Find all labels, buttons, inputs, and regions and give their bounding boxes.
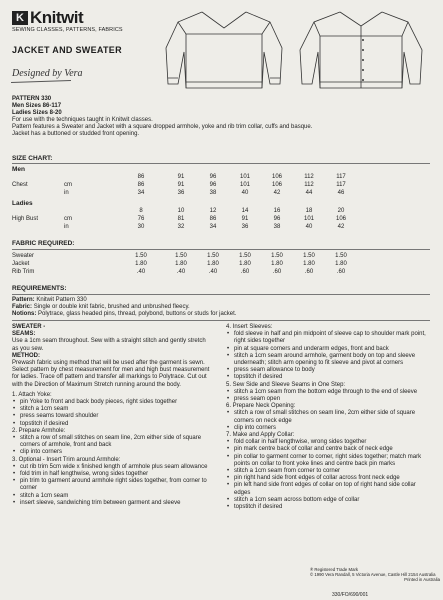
divider <box>12 294 430 295</box>
table-cell: 96 <box>273 216 281 222</box>
req-fabric-label: Fabric: <box>12 304 33 310</box>
footer-legal <box>310 567 440 582</box>
table-cell: 117 <box>336 182 346 188</box>
sweater-sketch <box>158 4 290 90</box>
table-cell: 40 <box>305 224 313 230</box>
divider <box>12 249 430 250</box>
unit-in: in <box>64 190 69 196</box>
list-item: • fold collar in half lengthwise, wrong sides together <box>226 439 432 446</box>
fabric-row-sweater <box>12 253 432 261</box>
trademark-note: ® Registered Trade Mark <box>310 567 359 572</box>
table-cell: 96 <box>209 174 217 180</box>
table-cell: 42 <box>273 190 281 196</box>
fabric-row-rib-trim <box>12 269 432 277</box>
table-cell: 91 <box>177 182 185 188</box>
table-cell: 117 <box>336 174 346 180</box>
list-item: • clip into corners <box>226 425 432 432</box>
list-item: • topstitch if desired <box>226 374 432 381</box>
step-3-list <box>12 464 212 507</box>
table-cell: 1.50 <box>335 253 347 259</box>
table-cell: 46 <box>337 190 345 196</box>
printed-note: Printed in Australia <box>404 577 440 582</box>
table-cell: 34 <box>137 190 145 196</box>
table-cell: 1.80 <box>335 261 347 267</box>
table-cell: .60 <box>272 269 282 275</box>
method-text: Prewash fabric using method that will be used after the garment is sewn. Select pattern by chest measurement for men and high bust measurement for ladies. Trace off pattern and transfer all markings to Polytrace. Cut out with the Direction of Maximum Stretch running around the body. <box>12 360 210 388</box>
table-cell: 12 <box>209 208 217 214</box>
table-cell: .60 <box>240 269 250 275</box>
table-cell: 91 <box>177 174 185 180</box>
list-item: • stitch a row of small stitches on seam line, 2cm either side of square corners of armhole, front and back <box>12 435 212 449</box>
list-item: • stitch a 1cm seam <box>12 406 212 413</box>
table-cell: 34 <box>209 224 217 230</box>
list-item: • press seam allowance to body <box>226 367 432 374</box>
table-cell: 20 <box>337 208 345 214</box>
men-sizes: Men Sizes 86-117 <box>12 103 62 110</box>
table-cell: .40 <box>136 269 146 275</box>
unit-in: in <box>64 224 69 230</box>
requirements-list <box>12 297 342 318</box>
table-cell: 86 <box>137 174 145 180</box>
page-title: JACKET AND SWEATER <box>12 45 122 55</box>
list-item: • cut rib trim 5cm wide x finished length of armhole plus seam allowance <box>12 464 212 471</box>
sweater-heading: SWEATER - <box>12 324 46 330</box>
list-item: • stitch a 1cm seam from corner to corner <box>226 468 432 475</box>
table-cell: .60 <box>336 269 346 275</box>
step-2-heading: 2. Prepare Armhole: <box>12 427 66 434</box>
unit-cm: cm <box>64 182 72 188</box>
requirements-heading: REQUIREMENTS: <box>12 285 67 292</box>
table-cell: 18 <box>305 208 313 214</box>
table-cell: 106 <box>271 174 282 180</box>
table-cell: 1.50 <box>175 253 187 259</box>
table-cell: 96 <box>209 182 217 188</box>
req-notions-label: Notions: <box>12 311 37 317</box>
table-cell: 1.80 <box>175 261 187 267</box>
bust-in-row <box>12 224 432 232</box>
list-item: • stitch a 1cm seam across bottom edge of collar <box>226 497 432 504</box>
table-cell: 1.50 <box>303 253 315 259</box>
pattern-number: PATTERN 330 <box>12 96 52 102</box>
list-item: • stitch a 1cm seam from the bottom edge through to the end of sleeve <box>226 389 432 396</box>
list-item: • topstitch if desired <box>12 421 212 428</box>
bust-label: High Bust <box>12 216 39 222</box>
description-line: Jacket has a buttoned or studded front opening. <box>12 131 140 138</box>
list-item: • pin collar to garment corner to corner, right sides together; match mark points on collar to front yoke lines and centre back pin marks <box>226 454 432 468</box>
seams-heading: SEAMS: <box>12 331 36 338</box>
table-cell: 42 <box>337 224 345 230</box>
divider <box>12 320 430 321</box>
table-cell: 38 <box>209 190 217 196</box>
jacket-sketch <box>290 4 432 90</box>
table-cell: 1.80 <box>271 261 283 267</box>
fabric-label: Sweater <box>12 253 35 259</box>
table-cell: 36 <box>241 224 249 230</box>
table-cell: 1.50 <box>135 253 147 259</box>
table-cell: 76 <box>137 216 145 222</box>
list-item: • pin left hand side front edges of collar on top of right hand side collar edges <box>226 482 432 496</box>
step-7-list <box>226 439 432 511</box>
instructions-right <box>226 324 432 511</box>
step-4-heading: 4. Insert Sleeves: <box>226 324 273 330</box>
req-fabric-text: Single or double knit fabric, brushed and unbrushed fleecy. <box>33 304 190 310</box>
table-cell: 36 <box>177 190 185 196</box>
list-item: • pin trim to garment around armhole right sides together, from corner to corner <box>12 478 212 492</box>
table-cell: .40 <box>176 269 186 275</box>
step-2-list <box>12 435 212 457</box>
fabric-heading: FABRIC REQUIRED: <box>12 240 75 247</box>
method-heading: METHOD: <box>12 352 40 359</box>
brand-name: Knitwit <box>30 8 84 27</box>
table-cell: 44 <box>305 190 313 196</box>
signature-underline <box>11 80 71 83</box>
designer-signature: Designed by Vera <box>12 68 83 79</box>
step-5-heading: 5. Sew Side and Sleeve Seams in One Step: <box>226 381 346 388</box>
table-cell: 16 <box>273 208 281 214</box>
table-cell: 38 <box>273 224 281 230</box>
req-pattern-text: Knitwit Pattern 330 <box>36 297 87 303</box>
step-5-list <box>226 389 432 403</box>
ladies-sizes: Ladies Sizes 8-20 <box>12 110 62 117</box>
knitwit-logo <box>12 8 83 28</box>
seams-text: Use a 1cm seam throughout. Sew with a straight stitch and gently stretch as you sew. <box>12 338 206 352</box>
logo-k-box: K <box>12 11 28 25</box>
table-cell: 106 <box>335 216 346 222</box>
fabric-label: Rib Trim <box>12 269 35 275</box>
list-item: • press seams toward shoulder <box>12 413 212 420</box>
list-item: • clip into corners <box>12 449 212 456</box>
step-6-heading: 6. Prepare Neck Opening: <box>226 403 296 410</box>
bust-cm-row <box>12 216 432 224</box>
table-cell: .40 <box>208 269 218 275</box>
table-cell: 10 <box>177 208 185 214</box>
table-cell: 1.50 <box>271 253 283 259</box>
copyright-note: © 1990 Vera Randall, 5 Victoria Avenue, Castle Hill 2154 Australia <box>310 572 436 577</box>
table-cell: 112 <box>304 182 314 188</box>
list-item: • stitch a 1cm seam around armhole, garment body on top and sleeve underneath; stitch arm opening to fit sleeve and pivot at corners <box>226 353 432 367</box>
list-item: • pin Yoke to front and back body pieces, right sides together <box>12 399 212 406</box>
table-cell: 106 <box>271 182 282 188</box>
table-cell: 91 <box>241 216 249 222</box>
table-cell: 101 <box>239 182 250 188</box>
unit-cm: cm <box>64 216 72 222</box>
table-cell: 1.80 <box>135 261 147 267</box>
step-3-heading: 3. Optional - Insert Trim around Armhole: <box>12 456 121 463</box>
table-cell: 30 <box>137 224 145 230</box>
table-cell: .60 <box>304 269 314 275</box>
step-6-list <box>226 410 432 432</box>
instructions-left <box>12 324 212 507</box>
step-1-list <box>12 399 212 428</box>
table-cell: 8 <box>139 208 143 214</box>
table-cell: 1.80 <box>303 261 315 267</box>
men-label: Men <box>12 166 25 173</box>
list-item: • pin right hand side front edges of collar across front neck edge <box>226 475 432 482</box>
list-item: • pin at square corners and underarm edges, front and back <box>226 346 432 353</box>
description-line: For use with the techniques taught in Knitwit classes. <box>12 117 153 124</box>
description-line: Pattern features a Sweater and Jacket with a square dropped armhole, yoke and rib trim collar, cuffs and basque. <box>12 124 313 131</box>
req-pattern-label: Pattern: <box>12 297 35 303</box>
table-cell: 40 <box>241 190 249 196</box>
list-item: • pin mark centre back of collar and centre back of neck edge <box>226 446 432 453</box>
list-item: • fold trim in half lengthwise, wrong sides together <box>12 471 212 478</box>
chest-in-row <box>12 190 432 198</box>
table-cell: 112 <box>304 174 314 180</box>
table-cell: 101 <box>303 216 314 222</box>
brand-tagline: SEWING CLASSES, PATTERNS, FABRICS <box>12 27 123 33</box>
chest-cm-row <box>12 182 432 190</box>
table-cell: 1.80 <box>239 261 251 267</box>
step-1-heading: 1. Attach Yoke: <box>12 391 52 398</box>
ladies-sizes-row <box>12 208 432 216</box>
step-7-heading: 7. Make and Apply Collar: <box>226 432 295 439</box>
pattern-code: 330/FO/690/001 <box>332 592 369 598</box>
table-cell: 86 <box>209 216 217 222</box>
list-item: • insert sleeve, sandwiching trim between garment and sleeve <box>12 500 212 507</box>
list-item: • press seam open <box>226 396 432 403</box>
pattern-info <box>12 96 342 139</box>
fabric-row-jacket <box>12 261 432 269</box>
chest-label: Chest <box>12 182 28 188</box>
table-cell: 1.50 <box>239 253 251 259</box>
list-item: • fold sleeve in half and pin midpoint of sleeve cap to shoulder mark point, right sides together <box>226 331 432 345</box>
list-item: • stitch a 1cm seam <box>12 493 212 500</box>
ladies-label: Ladies <box>12 200 33 207</box>
list-item: • topstitch if desired <box>226 504 432 511</box>
men-sizes-row <box>12 174 432 182</box>
table-cell: 1.50 <box>207 253 219 259</box>
req-notions-text: Polytrace, glass headed pins, thread, polybond, buttons or studs for jacket. <box>38 311 237 317</box>
fabric-label: Jacket <box>12 261 30 267</box>
table-cell: 14 <box>241 208 249 214</box>
table-cell: 101 <box>239 174 250 180</box>
table-cell: 81 <box>177 216 185 222</box>
table-cell: 32 <box>177 224 185 230</box>
divider <box>12 163 430 164</box>
table-cell: 1.80 <box>207 261 219 267</box>
step-4-list <box>226 331 432 381</box>
list-item: • stitch a row of small stitches on seam line, 2cm either side of square corners on neck edge <box>226 410 432 424</box>
size-chart-heading: SIZE CHART: <box>12 155 53 162</box>
table-cell: 86 <box>137 182 145 188</box>
